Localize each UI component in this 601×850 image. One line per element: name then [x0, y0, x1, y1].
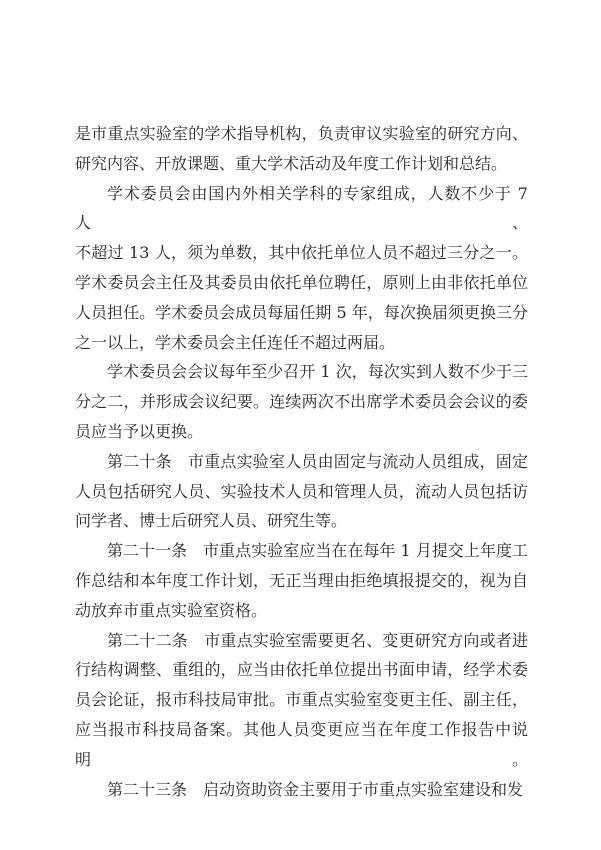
- text-line: 动放弃市重点实验室资格。: [75, 600, 268, 620]
- text-line: 员应当予以更换。: [75, 421, 204, 441]
- text-line: 第二十条 市重点实验室人员由固定与流动人员组成，固定: [107, 451, 528, 471]
- text-line: 问学者、博士后研究人员、研究生等。: [75, 511, 348, 531]
- text-line: 研究内容、开放课题、重大学术活动及年度工作计划和总结。: [75, 153, 508, 173]
- text-line: 是市重点实验室的学术指导机构，负责审议实验室的研究方向、: [75, 124, 528, 143]
- text-line: 应当报市科技局备案。其他人员变更应当在年度工作报告中说明。: [75, 719, 528, 769]
- text-line: 不超过 13 人，须为单数，其中依托单位人员不超过三分之一。: [75, 243, 528, 263]
- text-line: 之一以上，学术委员会主任连任不超过两届。: [75, 332, 396, 352]
- text-line: 人员包括研究人员、实验技术人员和管理人员，流动人员包括访: [75, 481, 528, 501]
- text-line: 作总结和本年度工作计划，无正当理由拒绝填报提交的，视为自: [75, 570, 528, 590]
- text-line: 第二十三条 启动资助资金主要用于市重点实验室建设和发: [107, 779, 524, 799]
- text-line: 学术委员会主任及其委员由依托单位聘任，原则上由非依托单位: [75, 272, 528, 292]
- text-line: 分之二，并形成会议纪要。连续两次不出席学术委员会会议的委: [75, 392, 528, 412]
- text-line: 学术委员会会议每年至少召开 1 次，每次实到人数不少于三: [107, 362, 528, 382]
- text-line: 人员担任。学术委员会成员每届任期 5 年，每次换届须更换三分: [75, 302, 528, 322]
- text-line: 第二十一条 市重点实验室应当在在每年 1 月提交上年度工: [107, 541, 528, 561]
- text-line: 员会论证，报市科技局审批。市重点实验室变更主任、副主任，: [75, 690, 528, 710]
- document-body-text: [75, 119, 528, 804]
- text-line: 第二十二条 市重点实验室需要更名、变更研究方向或者进: [107, 630, 528, 650]
- text-line: 行结构调整、重组的，应当由依托单位提出书面申请，经学术委: [75, 660, 528, 680]
- text-line: 学术委员会由国内外相关学科的专家组成，人数不少于 7 人、: [75, 183, 528, 233]
